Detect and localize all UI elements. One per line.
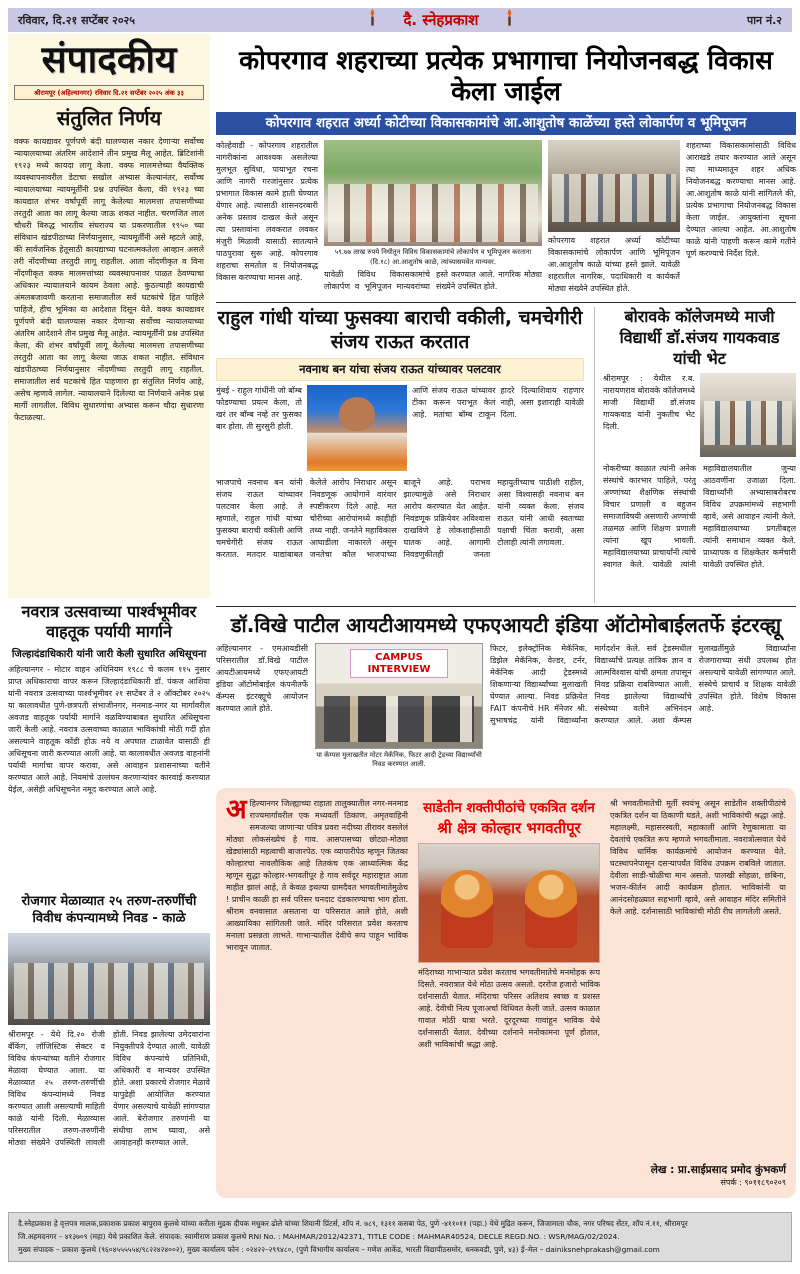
rojgar-headline: रोजगार मेळाव्यात २५ तरुण-तरुणींची विवीध कंपन्यामध्ये निवड - काळे [21,894,197,926]
feature-col-a [226,798,408,1188]
feature-author-contact: संपर्क : ९०११८९०२०९ [720,1178,786,1187]
boravke-body-bottom: नोकरीच्या काळात त्यांनी अनेक संस्थांचे कारभार पाहिले, परंतु अण्णांच्या शैक्षणिक संस्थांची विचार प्रणाली व बहुजन समाजाविषयी असणारी अण्णांची तळमळ आणि शिक्षण प्रणाली त्यांना खूप भावली. महाविद्यालयाच्या प्राचार्यांनी त्यांचे स्वागत केले. यावेळी त्यांनी महाविद्यालयातील जुन्या आठवणींना उजाळा दिला. विद्यार्थ्यांनी अभ्यासाबरोबरच विविध उपक्रमांमध्ये सहभागी व्हावे, असे आवाहन त्यांनी केले. महाविद्यालयाच्या प्रगतीबद्दल त्यांनी समाधान व्यक्त केले. प्राध्यापक व शिक्षकेतर कर्मचारी यावेळी उपस्थित होते. [603,464,796,570]
article-rojgar-melava [8,894,210,1196]
article-vikhe-iti [216,611,796,783]
lead-event-photo-2 [548,140,680,232]
imprint-line-1: दै.स्नेहप्रकाश हे वृत्तपत्र मालक,प्रकाशक प्रकाश बापुराव कुलथे यांच्या करीता मुद्रक दीपक मधुकर ढोले यांच्या शिवानी प्रिंटर्स, शॉप नं. ७८९, १३११ कसबा पेठ, पुणे -४११०११ (पहा.) येथे मुद्रित करून, जिजामाता चौक, नगर परिषद सेंटर, शॉप नं.११, श्रीरामपूर [18,1219,688,1228]
vikhe-headline: डॉ.विखे पाटील आयटीआयमध्ये एफएआयटी इंडिया ऑटोमोबाईलतर्फे इंटरव्ह्यू [230,613,782,637]
boravke-visit-photo [700,373,796,457]
editorial-headline: संतुलित निर्णय [56,105,162,130]
boravke-headline: बोरावके कॉलेजमध्ये माजी विद्यार्थी डॉ.संजय गायकवाड यांची भेट [619,307,780,368]
page-header-bar [8,8,792,32]
article-navratri-traffic [8,602,210,890]
candle-icon [505,9,514,31]
issue-date: रविवार, दि.२१ सप्टेंबर २०२५ [18,13,135,27]
feature-dropcap: अ [226,798,247,825]
feature-headline-1: साडेतीन शक्तीपीठांचे एकत्रित दर्शन [423,800,595,816]
imprint-line-3: मुख्य संपादक – प्रकाश कुलथे (९६०४५५५५५४/९८२२४२४००२), मुख्य कार्यालय फोन : ०२४२२–२९९४८०, (पुणे विभागीय कार्यालय – गणेश आर्केड, भारती विद्यापीठसमोर, धनकवडी, पुणे, ४३) ई–मेल – dainiksnehprakash@gmail.com [18,1244,660,1254]
campus-interview-photo [315,643,483,749]
bhagwati-deity-photo [418,843,600,963]
article-boravke-college [594,307,796,603]
rojgar-body: श्रीरामपूर - येथे दि.२० रोजी बँकिंग, लॉजिस्टिक सेक्टर व विविध कंपन्यांच्या वतीने रोजगार मेळावा घेण्यात आला. या मेळाव्यात २५ तरुण-तरुणींची विविध कंपन्यांमध्ये निवड करण्यात आली असल्याची माहिती काळे यांनी दिली. मेळाव्यास परिसरातील तरुण-तरुणींनी मोठ्या संख्येने उपस्थिती लावली होती. निवड झालेल्या उमेदवारांना नियुक्तीपत्रे देण्यात आली. यावेळी विविध कंपन्यांचे प्रतिनिधी, अधिकारी व मान्यवर उपस्थित होते. अशा प्रकारचे रोजगार मेळावे यापुढेही आयोजित करण्यात येणार असल्याचे यावेळी सांगण्यात आले. बेरोजगार तरुणांनी या संधीचा लाभ घ्यावा, असे आवाहनही करण्यात आले. [8,1029,210,1147]
vikhe-photo-caption: या कॅम्पस मुलाखतीत मोटर मेकॅनिक, फिटर आदी ट्रेडच्या विद्यार्थ्यांची निवड करण्यात आली. [316,751,482,768]
editorial-body: वक्फ कायद्यावर पूर्णपणे बंदी घालण्यास नकार देणाऱ्या सर्वोच्च न्यायालयाच्या अंतरिम आदेशाने तीन प्रमुख मैलू आहेत. ब्रिटिशांनी १९२३ मध्ये कायदा लागू केला. वक्फ मालमत्तेच्या वैयक्तिक व्यवस्थापनावरील डेटाचा सखोल अभ्यास केल्यानंतर, सर्वोच्च न्यायालयाच्या न्यायमूर्तींनी प्रश्न उपस्थित केला, की १९२३ च्या कायद्यात शंभर वर्षांपूर्वी लागू केलेल्या मालमत्ता तपासणीच्या तरतुदी आता का लागू केल्या जाऊ शकत नाहीत. चरणजित लाल चौधरी विरुद्ध भारतीय संघराज्य या प्रकरणातील १९५० च्या संविधान खंडपीठाच्या निर्णयानुसार, न्यायमूर्तींनी असे म्हटले आहे, की सार्वजनिक हेतूसाठी कायद्याच्या घटनात्मकतेला आव्हान असले तरी नोंदणीच्या तरतुदी लागू राहतील. आता नोंदणीकृत व विना नोंदणीकृत वक्फ मालमत्तांच्या व्यवस्थापनावर पाळत ठेवण्याचा अधिकार न्यायालयाने कायम ठेवला आहे. कुठल्याही कायद्याची अंमलबजावणी करताना समाजातील सर्व घटकांचे हित पाहिले पाहिजे, हीच भूमिका या आदेशात दिसून येते. वक्फ कायद्यावर पूर्णपणे बंदी घालण्यास नकार देणाऱ्या सर्वोच्च न्यायालयाच्या अंतरिम आदेशाने तीन प्रमुख मैलू आहेत. न्यायमूर्तींनी प्रश्न उपस्थित केला, की शंभर वर्षांपूर्वी लागू केलेल्या मालमत्ता तपासणीच्या तरतुदी आता का लागू केल्या जाऊ शकत नाहीत. संविधान खंडपीठाच्या निर्णयानुसार नोंदणीच्या तरतुदी लागू राहतील. समाजातील सर्व घटकांचे हित पाहणारा हा संतुलित निर्णय आहे, असेच म्हणावे लागेल. न्यायालयाने दिलेल्या या निर्णयाने अनेक प्रश्न मार्गी लागतील. विविध सुधारणांचा अभ्यास करून चौदा सुधारणा फेटाळल्या. [14,136,204,422]
rahul-body-bottom: भाजपाचे नवनाथ बन यांनी संजय राऊत यांच्यावर पलटवार केला आहे. ते म्हणाले, राहुल गांधी यांच्या फुसक्या बाराची वकीली आणि चमचेगीरी संजय राऊत करतात. मतदार याद्यांबाबत केलेले आरोप निराधार असून निवडणूक आयोगाने वारंवार स्पष्टीकरण दिले आहे. मत चोरीच्या आरोपांमध्ये काहीही तथ्य नाही. जनतेने महाविकास आघाडीला नाकारले असून जनतेचा कौल भाजपाच्या बाजूने आहे. पराभव झाल्यामुळे असे निराधार आरोप करण्यात येत आहेत. निवडणूक प्रक्रियेवर अविश्वास दाखविणे हे लोकशाहीसाठी घातक आहे. आगामी निवडणुकीतही जनता महायुतीच्याच पाठीशी राहील, असा विश्वासही नवनाथ बन यांनी व्यक्त केला. संजय राऊत यांनी आधी स्वतःच्या पक्षाची चिंता करावी, असा टोलाही त्यांनी लगावला. [216,477,584,559]
second-article-row [216,307,796,603]
feature-col-a-text: हिल्यानगर जिल्ह्याच्या राहाता तालुक्यातील नगर-मनमाड राज्यमार्गावरील एक मध्यवर्ती ठिकाण. अमृतवाहिनी समजल्या जाणाऱ्या पवित्र प्रवरा नदीच्या तीरावर वसलेलं मोठ्या लोकसंख्येचं हे गाव. आसपासच्या छोट्या-मोठ्या खेड्यांसाठी महत्वाची बाजारपेठ. एक व्यापारीपेठ म्हणून जितका कोल्हारचा नावलौकिक आहे तितकंच एक आध्यात्मिक केंद्र म्हणून सुद्धा कोल्हार-भगवतीपूर हे गाव सर्वदूर महाराष्ट्रात आता माहीत झालं आहे, ते केवळ इथल्या ग्रामदैवत भगवतीमातेमुळेच ! प्राचीन काळी हा सर्व परिसर घनदाट दंडकारण्याचा भाग होता. श्रीराम वनवासात असताना या परिसरात आले होते, अशी आख्यायिका सांगितली जाते. मंदिर परिसरात प्रवेश करताच मनाला प्रसन्नता लाभते. गाभाऱ्यातील देवीचे रूप पाहून भाविक भारावून जातात. [226,799,408,952]
lead-body-mid: यावेळी विविध विकासकामांचे लोकार्पण व भूमिपूजन मान्यवरांच्या हस्ते करण्यात आले. नागरिक मोठ्या संख्येने उपस्थित होते. [324,269,542,291]
boravke-body-left: श्रीरामपूर : येथील र.ब. नारायणराव बोरावके कॉलेजमध्ये माजी विद्यार्थी डॉ.संजय गायकवाड यांनी नुकतीच भेट दिली. [603,374,695,432]
article-rahul-gandhi [216,307,584,603]
lead-subhead-bar: कोपरगाव शहरात अर्ध्या कोटीच्या विकासकामांचे आ.आशुतोष काळेंच्या हस्ते लोकार्पण व भूमिपूजन [216,112,796,135]
imprint-line-2: जि.अहमदनगर – ४१३७०९ (महा) येथे प्रकाशित केले. संपादक: स्वामीराण प्रकाश कुलथे RNI No. : MAHMAR/2012/42371, TITLE CODE : MAHMAR40524, DECLE REGD.NO. : WSR/MAG/02/2024. [18,1231,620,1241]
navratri-headline: नवरात्र उत्सवाच्या पार्श्वभूमीवर वाहतूक पर्यायी मार्गाने [21,602,197,641]
rojgar-group-photo [8,933,210,1025]
vikhe-body-col1: अहिल्यानगर - एमआयडीसी परिसरातील डॉ.विखे पाटील आयटीआयमध्ये एफएआयटी इंडिया ऑटोमोबाईल कंपनीतर्फे कॅम्पस इंटरव्ह्यूचे आयोजन करण्यात आले होते. [216,644,308,713]
campus-interview-sign: CAMPUS INTERVIEW [350,649,448,678]
feature-col-b-text: मंदिराच्या गाभाऱ्यात प्रवेश करताच भगवतीमातेचे मनमोहक रूप दिसते. नवरात्रात येथे मोठा उत्सव असतो. दररोज हजारो भाविक दर्शनासाठी येतात. मंदिराचा परिसर अतिशय स्वच्छ व प्रशस्त आहे. देवीची नित्य पूजाअर्चा विधिवत केली जाते. उत्सव काळात गावात मोठी यात्रा भरते. दूरदूरच्या गावांहून भाविक येथे दर्शनासाठी येतात. देवीच्या दर्शनाने मनोकामना पूर्ण होतात, अशी भाविकांची श्रद्धा आहे. [418,968,600,1049]
feature-box-kolhar [216,788,796,1198]
rahul-body-right: आणि संजय राऊत यांच्यावर टीका करून पराभूत केलं आहे. मतांचा बॉम्ब टाकून हादरे दिल्याशिवाय राहणार नाही, असा इशाराही यावेळी दिला. [412,385,584,419]
section-divider [216,606,796,607]
lead-photo-caption: ५९.७७ लाख रुपये निधीतून विविध विकासकामांचे लोकार्पण व भूमिपूजन करताना (दि.१८) आ.आशुतोष काळे, त्यांच्यासमवेत मान्यवर. [334,248,532,266]
lead-event-photo-1 [324,140,542,246]
lead-body-col4: कोपरगाव शहरात अर्ध्या कोटीच्या विकासकामांचे लोकार्पण आणि भूमिपूजन आ.आशुतोष काळे यांच्या हस्ते झाले. यावेळी शहरातील नागरिक, पदाधिकारी व कार्यकर्ते मोठ्या संख्येने उपस्थित होते. [548,236,680,294]
lead-body-col5: शहराच्या विकासकामांसाठी विविध आराखडे तयार करण्यात आले असून त्या माध्यमातून शहर अधिक नियोजनबद्ध करण्याचा मानस आहे. आ.आशुतोष काळे यांनी सांगितले की, प्रत्येक प्रभागाचा नियोजनबद्ध विकास केला जाईल. आयुक्तांना सूचना देण्यात आल्या आहेत. आ.आशुतोष काळे यांनी पाहणी करून कामे गतीने पूर्ण करण्याचे निर्देश दिले. [686,141,796,259]
editorial-masthead: संपादकीय [41,37,177,81]
rahul-spokesperson-photo [307,385,407,471]
rahul-subhead-bar: नवनाथ बन यांचा संजय राऊत यांच्यावर पलटवार [216,358,584,381]
candle-icon [368,9,377,31]
page-number: पान नं.२ [746,13,782,27]
editorial-column [8,34,210,598]
section-divider [216,302,796,303]
article-lead-kopargaon [216,46,796,318]
lead-body-col1: कोल्हेवाडी - कोपरगाव शहरातील नागरीकांना आवश्यक असलेल्या मुलभूत सुविधा, पायाभूत रचना आणि नागरी गरजांनुसार प्रत्येक प्रभागात विकास कामे हाती घेण्यात येणार आहे. त्यासाठी शासनदरबारी अनेक प्रस्ताव दाखल केले असून त्या प्रस्तावांना लवकरात लवकर मंजुरी मिळावी यासाठी सातत्याने पाठपुरावा सुरू आहे. कोपरगाव शहराचा समतोल व नियोजनबद्ध विकास करण्याचा मानस आहे. [216,141,318,283]
navratri-body: अहिल्यानगर - मोटार वाहन अधिनियम १९८८ चे कलम ११५ नुसार प्राप्त अधिकाराचा वापर करून जिल्हादंडाधिकारी डॉ. पंकज आशिया यांनी नवरात्र उत्सवाच्या पार्श्वभूमीवर २१ सप्टेंबर ते २ ऑक्टोबर २०२५ या कालावधीत पुणे-छत्रपती संभाजीनगर, मनमाड-नगर या मार्गावरील अवजड वाहतूक पर्यायी मार्गाने वळविण्याबाबत सुधारित अधिसूचना जारी केली आहे. नवरात्र उत्सवाच्या काळात भाविकांची मोठी गर्दी होत असल्याने वाहतूक कोंडी होऊ नये व अपघात टाळावेत यासाठी ही अधिसूचना जारी करण्यात आली आहे. या कालावधीत अवजड वाहनांनी पर्यायी मार्गाचा वापर करावा, असे आवाहन प्रशासनाच्या वतीने करण्यात आले आहे. नियमांचे उल्लंघन करणाऱ्यांवर कारवाई करण्यात येईल, असेही अधिसूचनेत नमूद करण्यात आले आहे. [8,665,210,794]
vikhe-body-rest: फिटर, इलेक्ट्रॉनिक मेकॅनिक, डिझेल मेकॅनिक, वेल्डर, टर्नर, मेकॅनिक आदी ट्रेडस्मध्ये शिकणाऱ्या विद्यार्थ्यांच्या मुलाखती घेण्यात आल्या. निवड प्रक्रियेत FAIT कंपनीचे HR मॅनेजर श्री. सुभाषचंद्र यांनी विद्यार्थ्यांना मार्गदर्शन केले. सर्व ट्रेडस्मधील विद्यार्थ्यांचे प्रत्यक्ष तांत्रिक ज्ञान व आत्मविश्वास यांची क्षमता तपासून निवड प्रक्रिया राबविण्यात आली. निवड झालेल्या विद्यार्थ्यांचे संस्थेच्या वतीने अभिनंदन करण्यात आले. अशा कॅम्पस मुलाखतींमुळे विद्यार्थ्यांना रोजगाराच्या संधी उपलब्ध होत असल्याचे यावेळी सांगण्यात आले. संस्थेचे प्राचार्य व शिक्षक यावेळी उपस्थित होते. विशेष विकास आहे. [490,644,796,725]
rahul-body-left: मुंबई - राहुल गांधींनी जो बॉम्ब फोडण्याचा प्रयत्न केला, तो खरं तर बॉम्ब नव्हे तर फुसका बार होता. ती सुरसुरी होती. [216,385,302,431]
feature-headline-2: श्री क्षेत्र कोल्हार भगवतीपूर [437,819,581,837]
rahul-headline: राहुल गांधी यांच्या फुसक्या बाराची वकीली, चमचेगीरी संजय राऊत करतात [217,307,583,353]
navratri-subhead: जिल्हादंडाधिकारी यांनी जारी केली सुधारित अधिसूचना [11,649,207,660]
edition-line: श्रीरामपूर (अहिल्यानगर) रविवार दि.२१ सप्टेंबर २०२५ अंक ३३ [14,85,204,100]
paper-name: दै. स्नेहप्रकाश [403,11,479,29]
feature-author-credit: लेख : प्रा.साईप्रसाद प्रमोद कुंभकर्ण [650,1164,786,1176]
feature-col-c-text: श्री भगवतीमातेची मूर्ती स्वयंभू असून साडेतीन शक्तीपीठांचे एकत्रित दर्शन या ठिकाणी घडते, अशी भाविकांची श्रद्धा आहे. महालक्ष्मी, महासरस्वती, महाकाली आणि रेणुकामाता या देवतांचे एकत्रित रूप म्हणजे भगवतीमाता. नवरात्रोत्सवात येथे विविध धार्मिक कार्यक्रमांचे आयोजन करण्यात येते. घटस्थापनेपासून दसऱ्यापर्यंत विविध उपक्रम राबविले जातात. देवीला साडी-चोळीचा मान असतो. पालखी सोहळा, छबिना, भजन-कीर्तन आदी कार्यक्रम होतात. भाविकांनी या आनंदसोहळ्यात सहभागी व्हावे, असे आवाहन मंदिर समितीने केले आहे. दर्शनासाठी भाविकांची मोठी रीघ लागलेली असते. [610,799,786,916]
lead-headline: कोपरगाव शहराच्या प्रत्येक प्रभागाचा नियोजनबद्ध विकास केला जाईल [239,46,773,108]
imprint-footer [8,1212,792,1262]
